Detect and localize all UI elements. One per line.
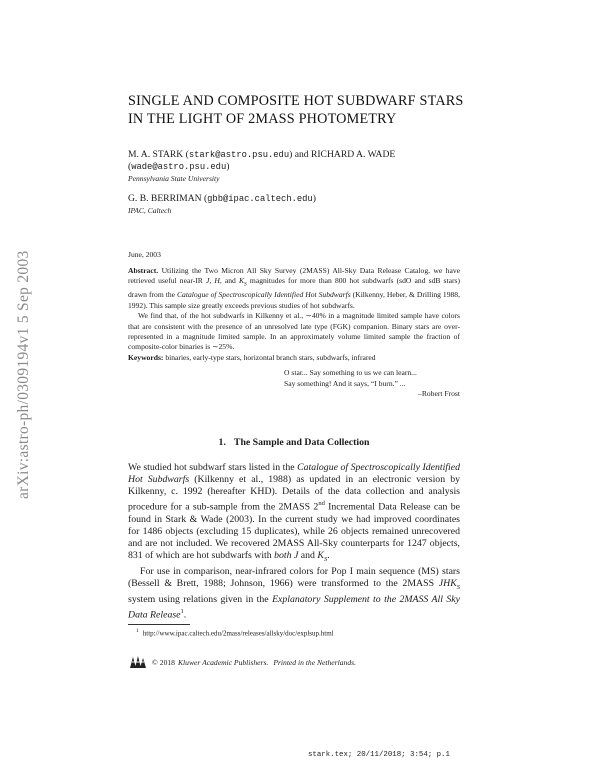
epigraph-attribution: –Robert Frost: [418, 389, 460, 399]
catalog-title: Catalogue of Spectroscopically Identified Hot Subdwarfs: [176, 290, 351, 300]
footnote-mark: 1: [136, 628, 139, 634]
body-paragraph-1: We studied hot subdwarf stars listed in the Catalogue of Spectroscopically Identified Hot Subdwarfs (Kilkenny et al., 1988) as updated in an electronic version by Kilkenny, c. 1992 (hereafter KHD). Details of the data collection and analysis procedure for a sub-sample from the 2MASS 2nd Incremental Data Release can be found in Stark & Wade (2003). In the current study we had improved coordinates for 1486 objects (excluding 15 duplicates), while 26 objects remained unrecovered and are not included. We recovered 2MASS All-Sky counterparts for 1247 objects, 831 of which are hot subdwarfs with both J and $K_S$.: [128, 462, 460, 563]
title-line-1: SINGLE AND COMPOSITE HOT SUBDWARF STARS: [128, 93, 464, 109]
section-number: 1.: [218, 437, 226, 448]
body-catalog-title: Catalogue of Spectroscopically Identified Hot Subdwarfs: [128, 462, 460, 486]
author-line-1: M. A. STARK (stark@astro.psu.edu) and RICHARD A. WADE: [128, 149, 396, 160]
epigraph-line-1: O star... Say something to us we can learn...: [284, 368, 417, 377]
footnote: [136, 628, 466, 637]
abstract: [128, 266, 460, 353]
section-title: The Sample and Data Collection: [233, 437, 370, 448]
author-block: [128, 149, 468, 217]
epigraph: [284, 368, 460, 400]
abstract-paragraph-2: We find that, of the hot subdwarfs in Kilkenny et al., ∼40% in a magnitude limited sample have colors that are consistent with the presence of an unresolved late type (FGK) companion. Binary stars are over-represented in a magnitude limited sample. In an approximately volume limited sample the fraction of composite-color binaries is ∼25%.: [128, 311, 460, 352]
footnote-rule: [128, 624, 190, 625]
keywords-label: Keywords:: [128, 353, 164, 362]
arxiv-identifier: arXiv:astro-ph/0309194v1 5 Sep 2003: [15, 250, 32, 500]
footnote-ref[interactable]: 1: [180, 608, 184, 616]
section-heading: [128, 437, 460, 448]
title-line-2: IN THE LIGHT OF 2MASS PHOTOMETRY: [128, 111, 397, 127]
abstract-label: Abstract.: [128, 266, 159, 275]
abstract-paragraph-1: Abstract. Utilizing the Two Micron All Sky Survey (2MASS) All-Sky Data Release Catalog, we have retrieved useful near-IR J, H, and $K_S$ magnitudes for more than 800 hot subdwarfs (sdO and sdB stars) drawn from the Catalogue of Spectroscopically Identified Hot Subdwarfs (Kilkenny, Heber, & Drilling 1988, 1992). This sample size greatly exceeds previous studies of hot subdwarfs.: [128, 266, 460, 310]
author-line-2: (wade@astro.psu.edu): [128, 161, 230, 172]
footnote-url[interactable]: http://www.ipac.caltech.edu/2mass/releases/allsky/doc/explsup.html: [142, 629, 334, 638]
author-email-berriman[interactable]: gbb@ipac.caltech.edu: [207, 194, 313, 204]
keywords: [128, 353, 460, 363]
paper-title: [128, 92, 468, 128]
file-stamp: stark.tex; 20/11/2018; 3:54; p.1: [308, 751, 450, 759]
affiliation-psu: Pennsylvania State University: [128, 174, 220, 183]
keywords-text: binaries, early-type stars, horizontal branch stars, subdwarfs, infrared: [165, 353, 376, 362]
printed-notice: Printed in the Netherlands.: [273, 657, 356, 667]
epigraph-line-2: Say something! And it says, “I burn.” ...: [284, 378, 406, 388]
body-text: [128, 462, 460, 622]
body-paragraph-2: For use in comparison, near-infrared colors for Pop I main sequence (MS) stars (Bessell & Brett, 1988; Johnson, 1966) were transformed to the 2MASS $JHK_S$ system using relations given in the Explanatory Supplement to the 2MASS All Sky Data Release$^1$.: [128, 565, 460, 621]
copyright-symbol: ©: [152, 657, 158, 667]
paper-date: June, 2003: [128, 250, 161, 259]
affiliation-ipac: IPAC, Caltech: [128, 206, 172, 215]
kluwer-logo-icon: [128, 654, 148, 670]
author-email-stark[interactable]: stark@astro.psu.edu: [188, 150, 290, 160]
publisher-name: Kluwer Academic Publishers.: [177, 657, 269, 667]
supplement-title: Explanatory Supplement to the 2MASS All Sky Data Release: [128, 594, 460, 621]
copyright-year: 2018: [159, 657, 175, 667]
publisher-line: [128, 654, 460, 670]
author-email-wade[interactable]: wade@astro.psu.edu: [131, 162, 227, 172]
author-line-3: G. B. BERRIMAN (gbb@ipac.caltech.edu): [128, 193, 316, 204]
